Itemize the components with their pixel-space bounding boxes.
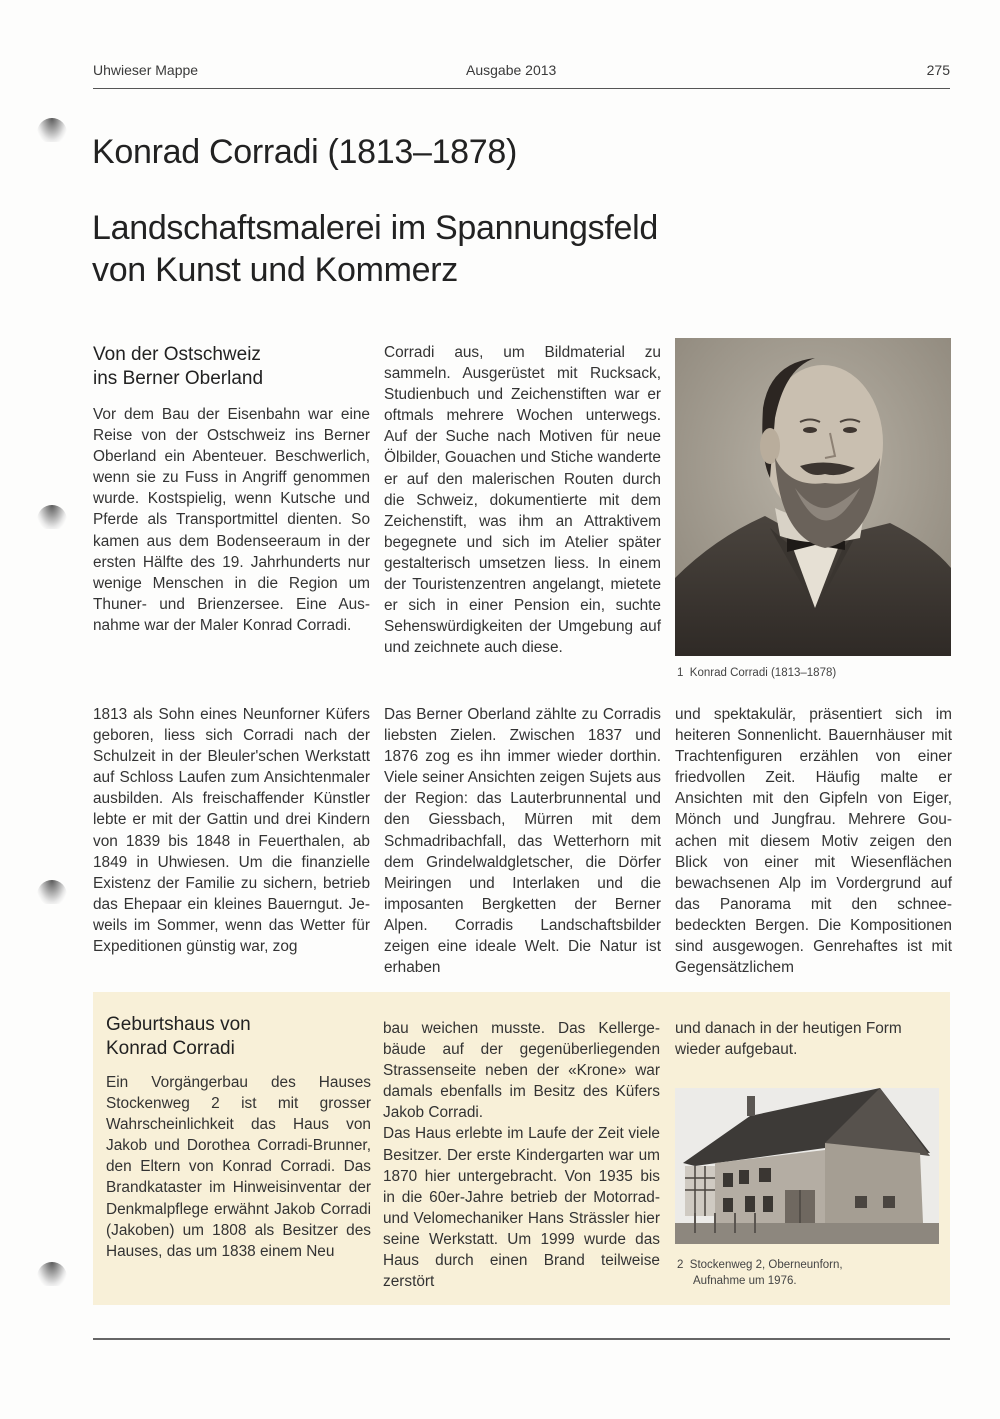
paragraph: 1813 als Sohn eines Neunforner Küfers geboren, liess sich Corradi nach der Schulzeit in der Bleuler'schen Werkstatt auf Schloss Laufen zum Ansichtenmaler ausbilden. Als freischaffender Künstler lebte er mit der Gattin und drei Kindern von 1839 bis 1848 in Feuerthalen, ab 1849 in Uhwiesen. Um die finanzielle Existenz der Familie zu sichern, betrieb das Ehepaar ein kleines Bauerngut. Jeweils im Sommer, wenn das Wetter für Expeditionen günstig war, zog [93, 706, 370, 956]
paragraph: Das Haus erlebte im Laufe der Zeit viele Besitzer. Der erste Kindergarten war um 1870 hier untergebracht. Von 1935 bis in die 60er-Jahre betrieb der Motorrad- und Velomechaniker Hans Strässler hier seine Werkstatt. Um 1999 wurde das Haus durch einen Brand teilweise zerstört [383, 1125, 660, 1291]
section-heading [93, 343, 263, 391]
binder-hole-icon [37, 505, 67, 529]
figure-1-caption [677, 665, 836, 681]
binder-hole-icon [37, 880, 67, 904]
paragraph: Ein Vorgängerbau des Hauses Stockenweg 2 ist mit grosser Wahrscheinlichkeit das Haus von Jakob und Dorothea Corradi-Brunner, den Eltern von Konrad Corradi. Das Brandkataster im Hinweisinventar der Denkmalpflege erwähnt Jakob Corradi (Jakoben) um 1808 als Besitzer des Hauses, das um 1838 einem Neu [106, 1074, 371, 1260]
subtitle-line-2: von Kunst und Kommerz [92, 251, 458, 289]
figure-2-caption [677, 1257, 843, 1289]
house-photo [675, 1088, 939, 1244]
paragraph: bau weichen musste. Das Kellergebäude auf der gegenüberliegenden Strassenseite neben der «Krone» war damals ebenfalls im Besitz des Küfers Jakob Corradi. [383, 1020, 660, 1122]
page-number: 275 [926, 62, 950, 78]
sidebar-heading-line-1: Geburtshaus von [106, 1014, 251, 1035]
house-image-icon [675, 1088, 939, 1244]
paragraph: und danach in der heutigen Form wieder aufgebaut. [675, 1020, 902, 1059]
paragraph: Vor dem Bau der Eisenbahn war eine Reise von der Ostschweiz ins Berner Oberland ein Abenteuer. Beschwerlich, wenn sie zu Fuss in Angriff genommen wurde. Kostspielig, wenn Kutsche und Pferde als Transportmittel dienten. So kamen aus dem Bodenseeraum in der ersten Hälfte des 19. Jahrhunderts nur wenige Menschen in die Region um Thuner- und Brienzersee. Eine Ausnahme war der Maler Konrad Corradi. [93, 406, 370, 634]
sidebar-heading-line-2: Konrad Corradi [106, 1038, 235, 1059]
header-rule [93, 88, 950, 89]
paragraph: Das Berner Oberland zählte zu Corradis liebsten Zielen. Zwischen 1837 und 1876 zog es ihn immer wieder dorthin. Viele seiner Ansichten zeigen Sujets aus der Region: das Lauterbrunnental und den Giessbach, Mürren mit dem Schmadribachfall, das Wetterhorn mit dem Grindelwaldgletscher, die Dörfer Meiringen und Interlaken und die imposanten Bergketten der Berner Alpen. Corradis Landschaftsbilder zeigen eine ideale Welt. Die Natur ist erhaben [384, 706, 661, 977]
binder-hole-icon [37, 118, 67, 142]
edition-label: Ausgabe 2013 [466, 62, 557, 78]
sidebar-heading [106, 1013, 251, 1061]
article-title: Konrad Corradi (1813–1878) [92, 133, 518, 171]
caption-text: Konrad Corradi (1813–1878) [689, 667, 837, 679]
subtitle-line-1: Landschaftsmalerei im Spannungsfeld [92, 209, 658, 247]
running-head [93, 62, 950, 82]
caption-line-1: Stockenweg 2, Oberneunforn, [689, 1259, 843, 1271]
binder-hole-icon [37, 1262, 67, 1286]
publication-name: Uhwieser Mappe [93, 62, 199, 78]
section-heading-line-2: ins Berner Oberland [93, 368, 264, 389]
body-column-1-mid [93, 704, 370, 957]
sidebar-column-1 [106, 1072, 371, 1262]
portrait-photo [675, 338, 951, 656]
sidebar-column-2 [383, 1018, 660, 1292]
paragraph: und spektakulär, präsentiert sich im heiteren Sonnenlicht. Bauernhäuser mit Trachtenfiguren erzählen von einer friedvollen Zeit. Häufig malte er Ansichten mit den Gipfeln von Eiger, Mönch und Jungfrau. Mehrere Gouachen mit diesem Motiv zeigen den Blick von einer mit Wiesenflächen bewachsenen Alp im Vordergrund auf das Panorama mit den schneebedeckten Bergen. Die Kompositionen sind ausgewogen. Genrehaftes ist mit Gegensätzlichem [675, 706, 952, 977]
footer-rule [93, 1338, 950, 1340]
section-heading-line-1: Von der Ostschweiz [93, 344, 261, 365]
caption-line-2: Aufnahme um 1976. [693, 1275, 797, 1287]
body-column-2-top [384, 342, 661, 658]
body-column-1-top [93, 404, 370, 636]
portrait-image-icon [675, 338, 951, 656]
article-subtitle [92, 207, 792, 291]
figure-number: 2 [677, 1259, 684, 1271]
body-column-3-mid [675, 704, 952, 978]
body-column-2-mid [384, 704, 661, 978]
paragraph: Corradi aus, um Bildmaterial zu sammeln. Ausgerüstet mit Rucksack, Studienbuch und Zeichenstiften war er oftmals mehrere Wochen unterwegs. Auf der Suche nach Motiven für neue Ölbilder, Gouachen und Stiche wanderte er auf den malerischen Routen durch die Schweiz, dokumentierte mit dem Zeichenstift, was ihm an Attraktivem begegnete und sich im Atelier später gestalterisch umsetzen liess. In einem der Touristenzentren angelangt, mietete er sich in einer Pension ein, suchte Sehenswürdigkeiten der Umgebung auf und zeichnete auch diese. [384, 344, 661, 657]
sidebar-column-3 [675, 1018, 945, 1060]
figure-number: 1 [677, 667, 684, 679]
